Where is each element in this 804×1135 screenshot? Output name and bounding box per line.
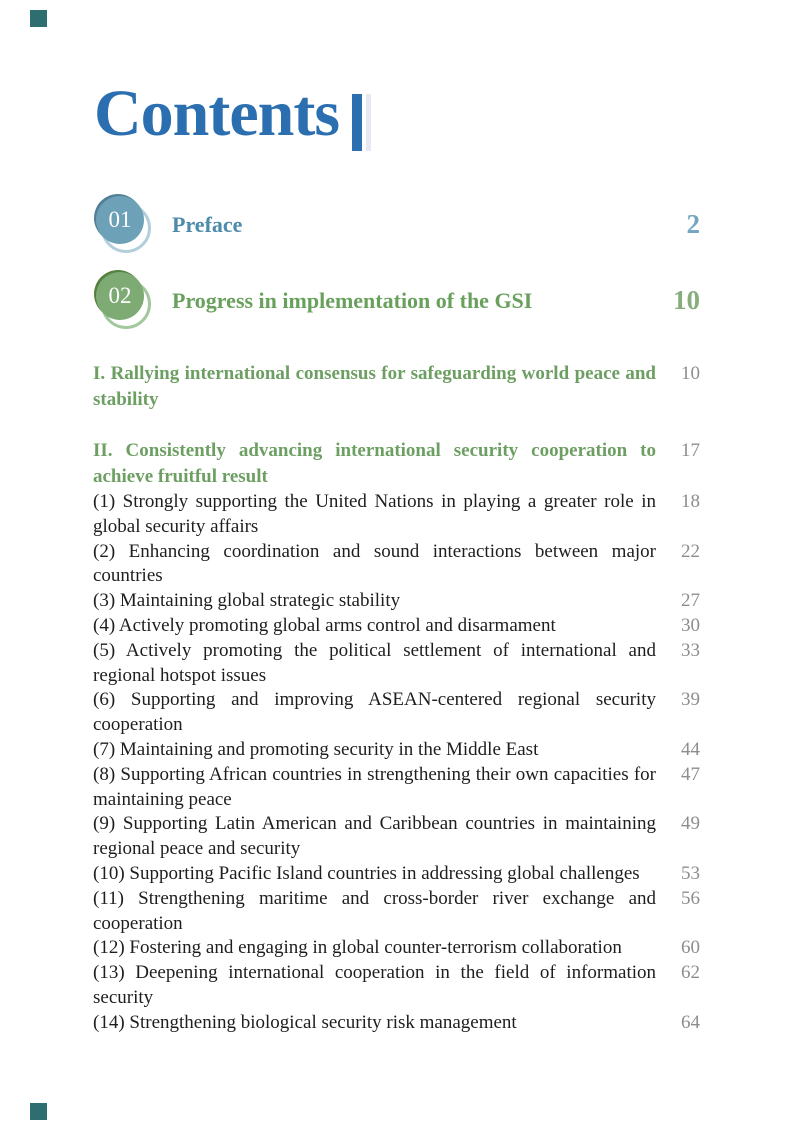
toc-item-text: (4) Actively promoting global arms control and disarmament [93,614,556,636]
toc-item [93,862,700,887]
chapter-row-preface [96,196,700,253]
toc-page-number: 18 [681,491,700,512]
toc-item-text: (10) Supporting Pacific Island countries in addressing global challenges [93,862,640,884]
toc-item-text: (3) Maintaining global strategic stability [93,590,401,612]
toc-page-number: 56 [681,887,700,909]
toc-item [93,738,700,763]
toc-item [93,490,700,540]
toc-section [93,361,700,413]
badge-disc: 01 [96,196,144,244]
toc-section-title: II. Consistently advancing international security cooperation to achieve fruitful result [93,440,656,487]
chapter-number-badge [96,196,152,253]
toc-item [93,887,700,937]
toc-item-text: (5) Actively promoting the political settlement of international and regional hotspot issues [93,639,656,686]
toc-item-text: (13) Deepening international cooperation in the field of information security [93,962,656,1008]
chapter-title: Progress in implementation of the GSI [172,287,533,313]
toc-page-number: 27 [681,590,700,612]
toc-page-number: 39 [681,689,700,711]
toc-item [93,540,700,590]
chapter-page-number: 2 [686,209,700,239]
toc-page-number: 62 [681,962,700,984]
toc-page-number: 22 [681,540,700,562]
toc-page-number: 49 [681,813,700,835]
toc-item-text: (2) Enhancing coordination and sound interactions between major countries [93,540,656,587]
chapter-number-badge [96,272,152,329]
toc-item-text: (7) Maintaining and promoting security in the Middle East [93,738,539,760]
toc-item-text: (1) Strongly supporting the United Nations in playing a greater role in global security affairs [93,491,656,537]
toc-item [93,614,700,639]
chapter-title: Preface [172,211,243,237]
toc-page-number: 60 [681,937,700,959]
toc-page-number: 64 [681,1011,700,1033]
corner-square-bottom-left [30,1103,47,1120]
badge-disc: 02 [96,272,144,320]
toc-item-text: (9) Supporting Latin American and Caribbean countries in maintaining regional peace and security [93,813,656,860]
toc-item [93,763,700,813]
toc-item-text: (6) Supporting and improving ASEAN-centered regional security cooperation [93,689,656,736]
toc-item [93,1011,700,1036]
title-accent-bar-light [366,94,371,151]
toc-item-text: (8) Supporting African countries in strengthening their own capacities for maintaining peace [93,763,656,810]
toc-item [93,961,700,1011]
toc-section [93,438,700,490]
page-title: Contents [94,77,340,150]
toc-list [93,361,700,1036]
toc-item [93,688,700,738]
toc-item-text: (11) Strengthening maritime and cross-border river exchange and cooperation [93,887,656,934]
chapter-page-number: 10 [673,285,700,315]
toc-page-number: 33 [681,639,700,661]
toc-item [93,936,700,961]
toc-item [93,812,700,862]
toc-page-number: 44 [681,738,700,760]
chapter-row-progress [96,272,700,329]
toc-item [93,589,700,614]
toc-page-number: 30 [681,614,700,636]
title-accent-bar [352,94,362,151]
toc-item [93,639,700,689]
corner-square-top-left [30,10,47,27]
toc-page-number: 47 [681,763,700,785]
toc-page-number: 53 [681,862,700,884]
toc-item-text: (14) Strengthening biological security risk management [93,1011,517,1033]
toc-page-number: 10 [681,363,700,384]
toc-item-text: (12) Fostering and engaging in global counter-terrorism collaboration [93,937,622,959]
toc-section-title: I. Rallying international consensus for safeguarding world peace and stability [93,363,656,410]
toc-page-number: 17 [681,440,700,461]
